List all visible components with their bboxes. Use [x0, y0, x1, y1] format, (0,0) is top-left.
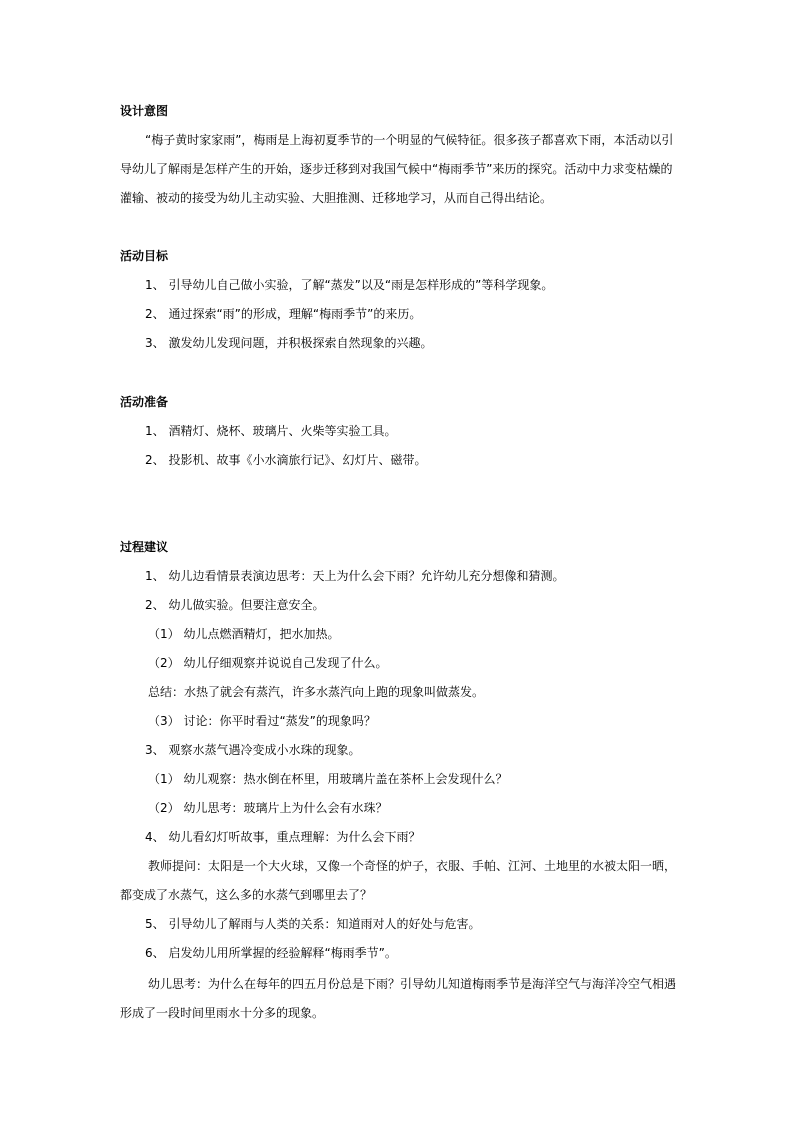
process-teacher-question-cont: 都变成了水蒸气，这么多的水蒸气到哪里去了？	[120, 888, 373, 902]
process-teacher-question: 教师提问：太阳是一个大火球，又像一个奇怪的炉子，衣服、手帕、江河、土地里的水被太阳一晒，	[148, 859, 677, 873]
prep-item: 1、 酒精灯、烧杯、玻璃片、火柴等实验工具。	[145, 424, 397, 438]
prep-item: 2、 投影机、故事《小水滴旅行记》、幻灯片、磁带。	[145, 453, 427, 467]
process-line: 4、 幼儿看幻灯听故事，重点理解：为什么会下雨？	[145, 830, 421, 844]
process-child-thinking-cont: 形成了一段时间里雨水十分多的现象。	[120, 1006, 325, 1020]
process-line: 6、 启发幼儿用所掌握的经验解释“梅雨季节”。	[145, 946, 397, 960]
design-paragraph-line: 灌输、被动的接受为幼儿主动实验、大胆推测、迁移地学习，从而自己得出结论。	[120, 191, 553, 205]
goal-item: 3、 激发幼儿发现问题，并积极探索自然现象的兴趣。	[145, 336, 433, 350]
process-line: （2） 幼儿思考：玻璃片上为什么会有水珠？	[148, 801, 388, 815]
heading-activity-goals: 活动目标	[120, 249, 169, 263]
heading-activity-prep: 活动准备	[120, 395, 169, 409]
design-paragraph-line: “梅子黄时家家雨”，梅雨是上海初夏季节的一个明显的气候特征。很多孩子都喜欢下雨，本活动以引	[145, 133, 674, 147]
heading-design-intent: 设计意图	[120, 104, 169, 118]
process-line: 2、 幼儿做实验。但要注意安全。	[145, 598, 325, 612]
process-line: （2） 幼儿仔细观察并说说自己发现了什么。	[148, 656, 388, 670]
process-child-thinking: 幼儿思考：为什么在每年的四五月份总是下雨？引导幼儿知道梅雨季节是海洋空气与海洋冷空气相遇	[148, 977, 677, 991]
goal-item: 2、 通过探索“雨”的形成，理解“梅雨季节”的来历。	[145, 307, 422, 321]
process-line: 3、 观察水蒸气遇冷变成小水珠的现象。	[145, 743, 361, 757]
process-line: 1、 幼儿边看情景表演边思考：天上为什么会下雨？允许幼儿充分想像和猜测。	[145, 569, 565, 583]
process-line: （1） 幼儿观察：热水倒在杯里，用玻璃片盖在茶杯上会发现什么？	[148, 772, 508, 786]
heading-process: 过程建议	[120, 540, 169, 554]
process-summary: 总结：水热了就会有蒸汽，许多水蒸汽向上跑的现象叫做蒸发。	[148, 685, 485, 699]
goal-item: 1、 引导幼儿自己做小实验，了解“蒸发”以及“雨是怎样形成的”等科学现象。	[145, 278, 554, 292]
design-paragraph-line: 导幼儿了解雨是怎样产生的开始，逐步迁移到对我国气候中“梅雨季节”来历的探究。活动中力求变枯燥的	[120, 162, 673, 176]
process-line: （3） 讨论：你平时看过“蒸发”的现象吗？	[148, 714, 376, 728]
process-line: （1） 幼儿点燃酒精灯，把水加热。	[148, 627, 340, 641]
process-line: 5、 引导幼儿了解雨与人类的关系：知道雨对人的好处与危害。	[145, 917, 481, 931]
